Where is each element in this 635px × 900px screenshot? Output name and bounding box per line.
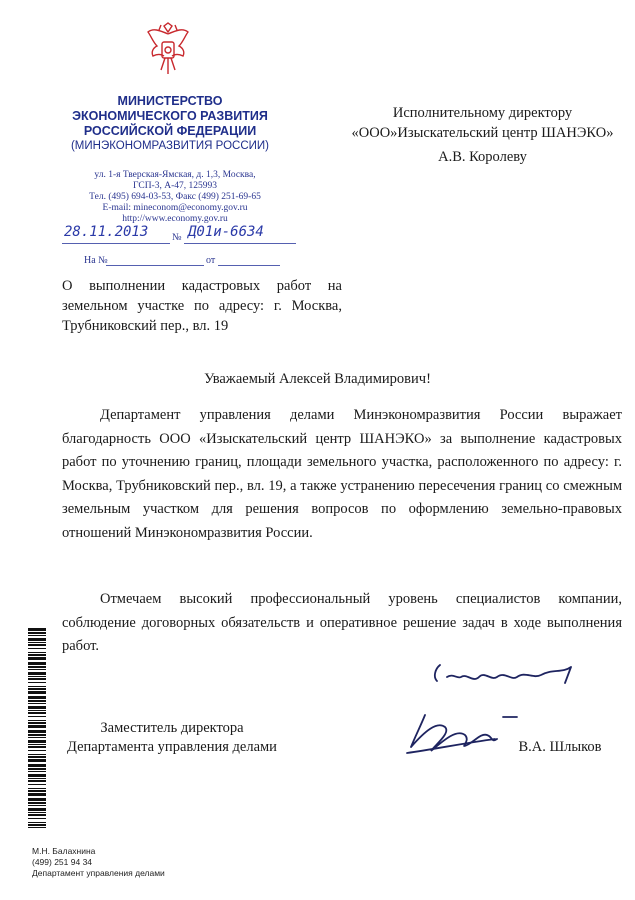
reg-number-underline (184, 243, 296, 244)
reference-date-underline (218, 265, 280, 266)
signer-position-line1: Заместитель директора (100, 720, 244, 736)
signer-name: В.А. Шлыков (518, 739, 602, 755)
address-line2: ГСП-3, А-47, 125993 (132, 181, 217, 191)
body-paragraph-1: Департамент управления делами Минэкономразвития России выражает благодарность ООО «Изыскательский центр ШАНЭКО» за выполнение кадастровых работ по уточнению границ, площади земельного участка, расположенного по адресу: г. Москва, Трубниковский пер., вл. 19, а также устранению пересечения границ со смежным земельным участком для решения вопросов по оформлению земельно-правовых отношений Минэкономразвития России. (62, 407, 622, 541)
letter-subject: О выполнении кадастровых работ на земельном участке по адресу: г. Москва, Трубниковский пер., вл. 19 (62, 278, 342, 334)
addressee-line3: А.В. Королеву (438, 149, 527, 165)
registration-number: Д01и-6634 (188, 224, 264, 240)
reg-date-underline (62, 243, 170, 244)
executor-phone: (499) 251 94 34 (32, 857, 93, 867)
ministry-name-line2: ЭКОНОМИЧЕСКОГО РАЗВИТИЯ (72, 109, 268, 123)
reference-from-label: от (206, 255, 216, 266)
reference-prefix: На № (84, 255, 108, 266)
body-paragraph-2: Отмечаем высокий профессиональный уровень специалистов компании, соблюдение договорных обязательств и оперативное решение задач в ходе выполнения работ. (62, 591, 622, 654)
coat-of-arms-emblem (145, 22, 191, 80)
greeting: Уважаемый Алексей Владимирович! (204, 371, 431, 387)
ministry-short-name: (МИНЭКОНОМРАЗВИТИЯ РОССИИ) (70, 140, 270, 152)
addressee-line1: Исполнительному директору (392, 105, 573, 121)
reference-number-underline (106, 265, 204, 266)
web-line: http://www.economy.gov.ru (122, 214, 228, 224)
email-line: E-mail: mineconom@economy.gov.ru (102, 203, 248, 213)
barcode (28, 628, 46, 828)
addressee-line2: «ООО»Изыскательский центр ШАНЭКО» (351, 125, 614, 141)
address-line1: ул. 1-я Тверская-Ямская, д. 1,3, Москва, (94, 170, 256, 180)
registration-number-label: № (172, 232, 182, 243)
registration-date: 28.11.2013 (64, 224, 149, 240)
ministry-name-line1: МИНИСТЕРСТВО (117, 94, 223, 108)
signer-position-line2: Департамента управления делами (67, 739, 277, 755)
executor-name: М.Н. Балахнина (32, 846, 96, 856)
executor-department: Департамент управления делами (32, 868, 165, 878)
ministry-name-line3: РОССИЙСКОЙ ФЕДЕРАЦИИ (83, 124, 257, 138)
phone-line: Тел. (495) 694-03-53, Факс (499) 251-69-65 (89, 192, 261, 202)
